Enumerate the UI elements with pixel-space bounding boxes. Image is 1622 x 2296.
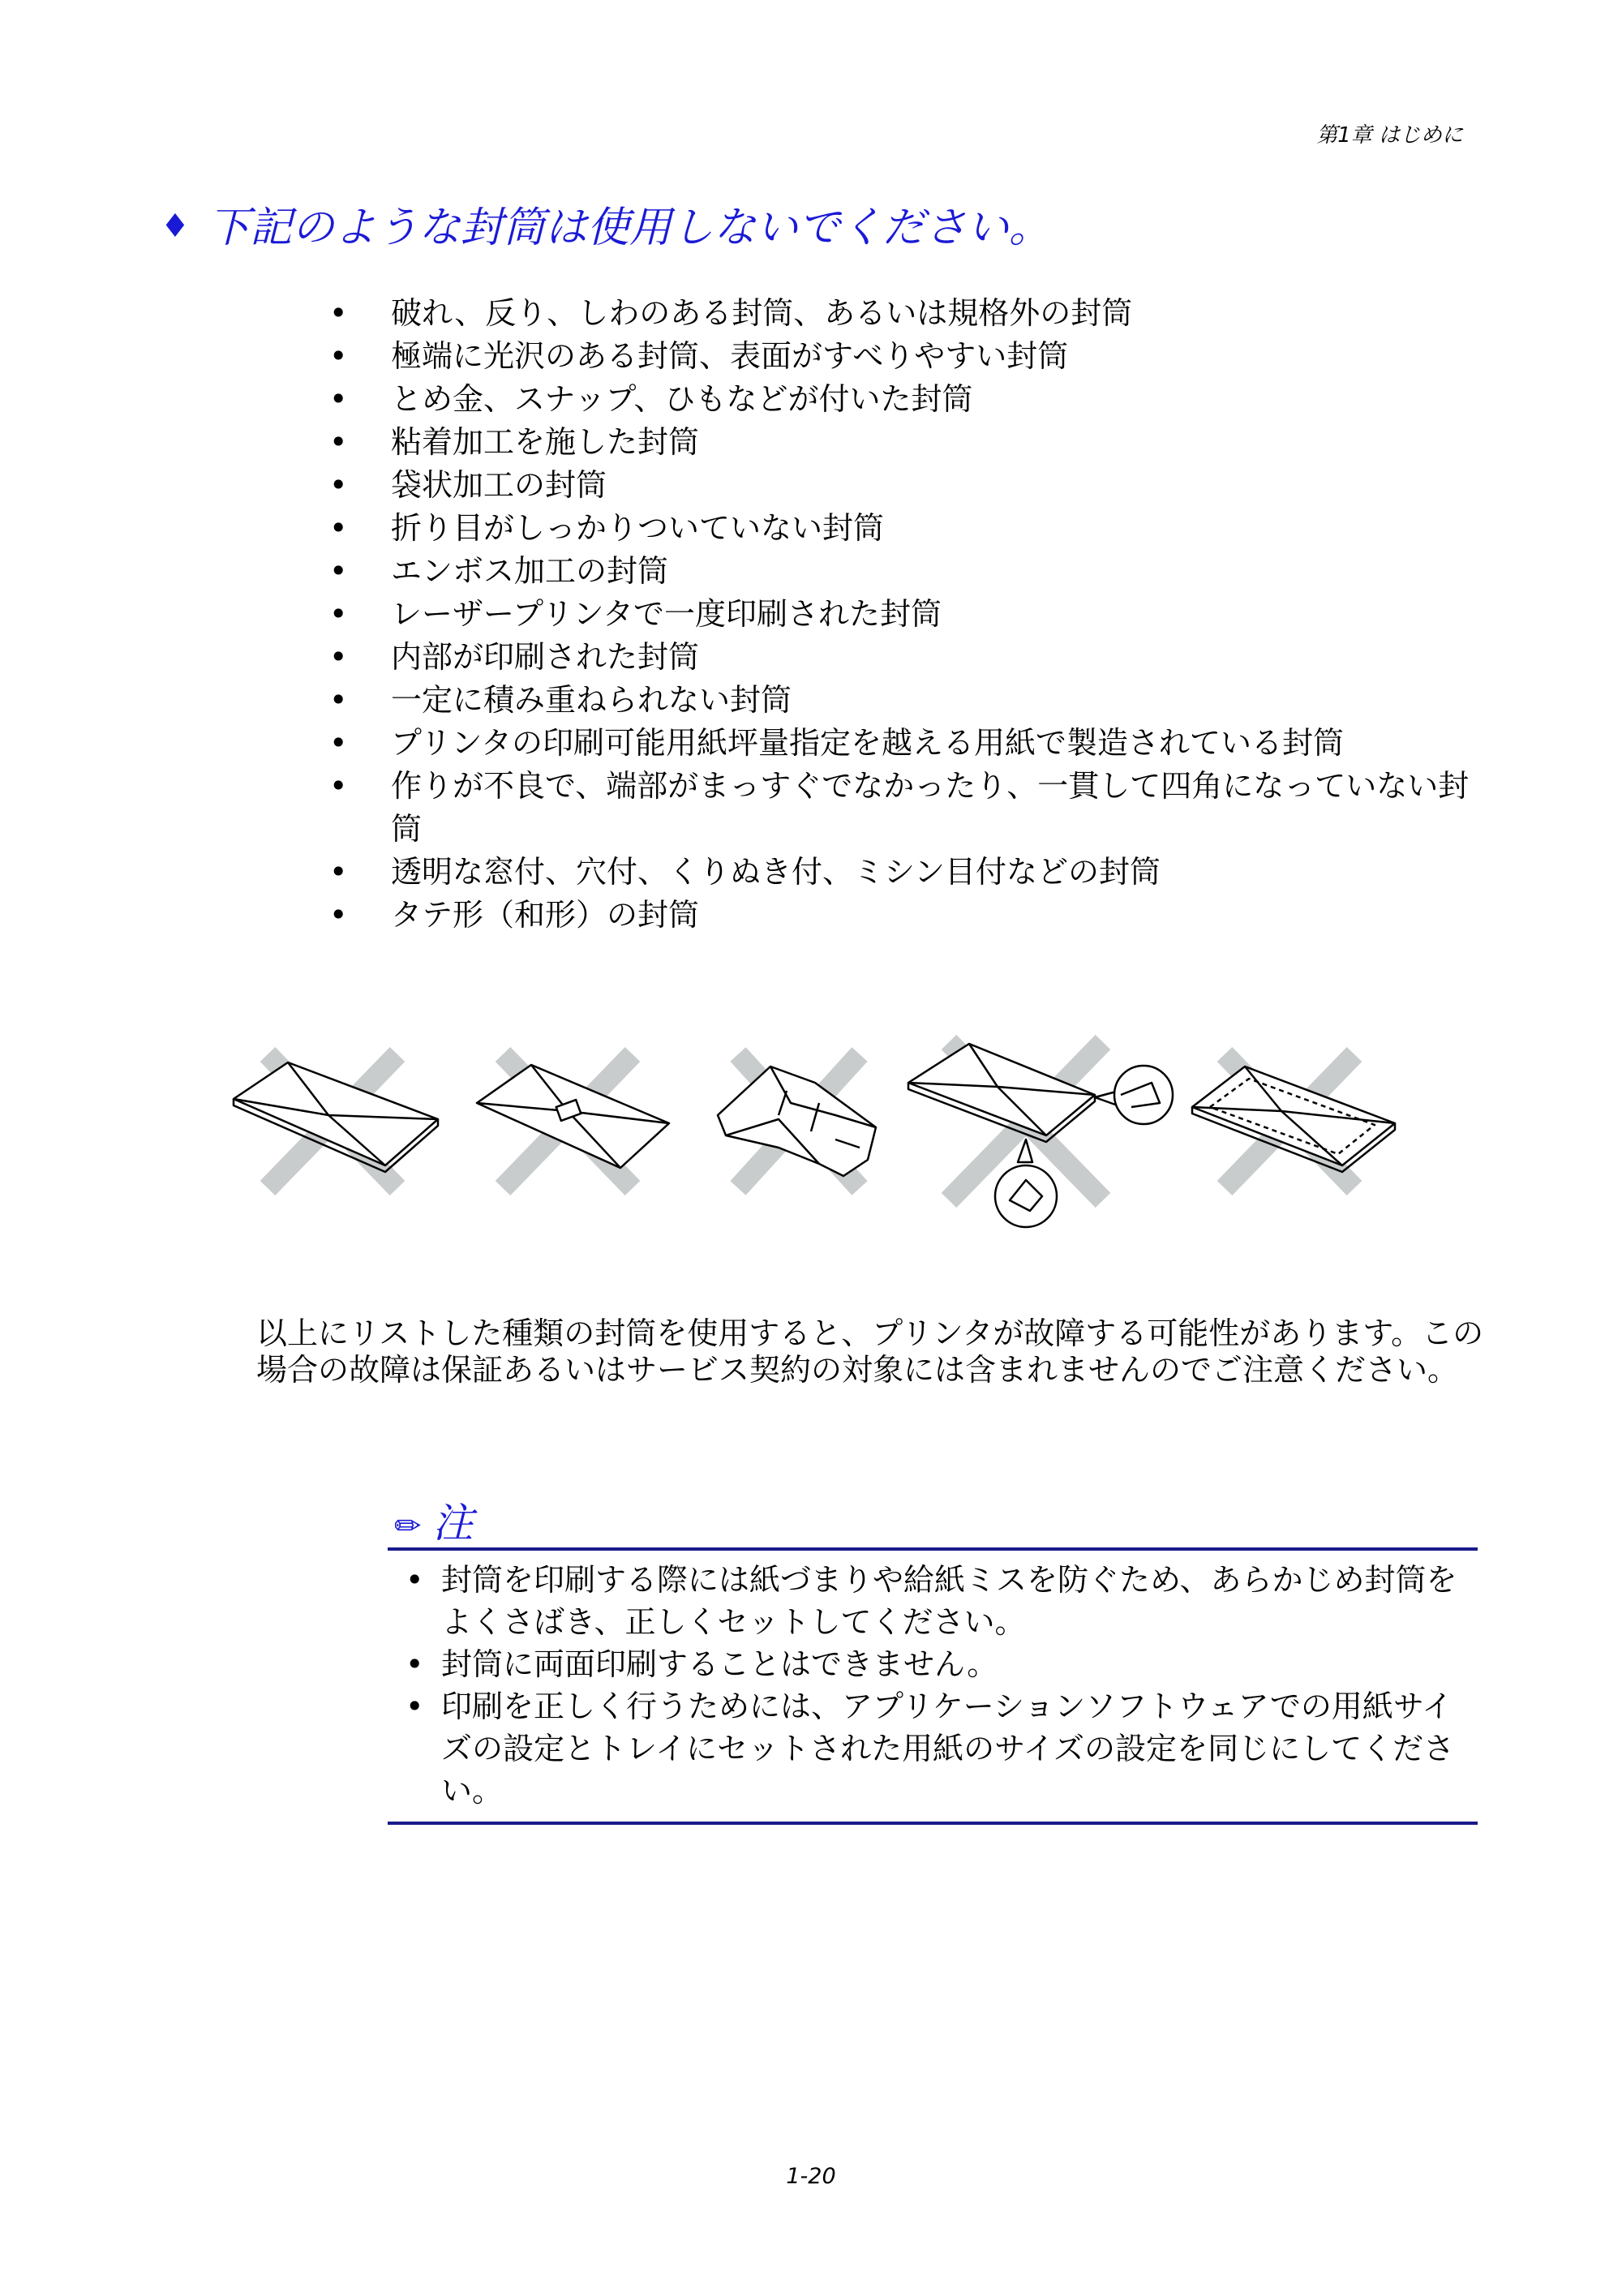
bullet-icon: • bbox=[329, 424, 348, 460]
list-item: • 袋状加工の封筒 bbox=[316, 464, 1476, 507]
list-item: • とめ金、スナップ、ひもなどが付いた封筒 bbox=[316, 378, 1476, 421]
bullet-icon: • bbox=[329, 510, 348, 546]
bullet-icon: • bbox=[329, 897, 348, 933]
page-number: 1-20 bbox=[786, 2164, 836, 2189]
bullet-icon: • bbox=[329, 338, 348, 374]
list-item: • 一定に積み重ねられない封筒 bbox=[316, 679, 1476, 722]
bullet-icon: • bbox=[329, 854, 348, 890]
list-item: • 破れ、反り、しわのある封筒、あるいは規格外の封筒 bbox=[316, 292, 1476, 335]
list-item: • プリンタの印刷可能用紙坪量指定を越える用紙で製造されている封筒 bbox=[316, 722, 1476, 765]
envelope-poor-fold-icon bbox=[908, 1042, 1173, 1227]
bullet-icon: • bbox=[406, 1562, 424, 1598]
list-item: • 粘着加工を施した封筒 bbox=[316, 421, 1476, 464]
bullet-icon: • bbox=[329, 639, 348, 675]
diamond-bullet-icon: ♦ bbox=[161, 208, 190, 245]
bullet-icon: • bbox=[329, 467, 348, 503]
list-item: • 内部が印刷された封筒 bbox=[316, 636, 1476, 679]
note-title bbox=[388, 1499, 1478, 1547]
pencil-icon: ✏ bbox=[394, 1508, 422, 1545]
envelope-window-icon bbox=[1192, 1054, 1395, 1188]
bullet-icon: • bbox=[406, 1646, 424, 1682]
bullet-icon: • bbox=[329, 295, 348, 331]
bullet-icon: • bbox=[329, 596, 348, 632]
list-item: • 透明な窓付、穴付、くりぬき付、ミシン目付などの封筒 bbox=[316, 851, 1476, 894]
list-item: • レーザープリンタで一度印刷された封筒 bbox=[316, 593, 1476, 636]
list-item: • 極端に光沢のある封筒、表面がすべりやすい封筒 bbox=[316, 335, 1476, 378]
note-list bbox=[388, 1559, 1478, 1812]
note-bottom-rule bbox=[388, 1822, 1478, 1825]
section-title bbox=[161, 193, 1051, 254]
note-item: • 封筒に両面印刷することはできません。 bbox=[388, 1643, 1478, 1685]
envelope-wrinkled-icon bbox=[718, 1054, 876, 1188]
chapter-header: 第1章 はじめに bbox=[1316, 123, 1463, 148]
bullet-icon: • bbox=[329, 381, 348, 417]
unsuitable-envelope-list bbox=[316, 292, 1476, 937]
unsuitable-envelopes-figure bbox=[219, 1026, 1411, 1229]
list-item: • 折り目がしっかりついていない封筒 bbox=[316, 507, 1476, 550]
section-title-text: 下記のような封筒は使用しないでください。 bbox=[207, 204, 1051, 252]
bullet-icon: • bbox=[329, 553, 348, 589]
note-title-text: 注 bbox=[432, 1500, 474, 1547]
note-top-rule bbox=[388, 1547, 1478, 1551]
envelope-with-clasp-icon bbox=[477, 1054, 669, 1188]
list-item: • タテ形（和形）の封筒 bbox=[316, 894, 1476, 937]
list-item: • エンボス加工の封筒 bbox=[316, 550, 1476, 593]
bullet-icon: • bbox=[329, 682, 348, 718]
note-box bbox=[388, 1499, 1478, 1825]
bullet-icon: • bbox=[329, 725, 348, 761]
envelope-unsuitable-icon bbox=[234, 1054, 438, 1188]
bullet-icon: • bbox=[406, 1689, 424, 1724]
warning-paragraph: 以上にリストした種類の封筒を使用すると、プリンタが故障する可能性があります。この場合の故障は保証あるいはサービス契約の対象には含まれませんのでご注意ください。 bbox=[256, 1315, 1484, 1388]
note-item: • 印刷を正しく行うためには、アプリケーションソフトウェアでの用紙サイズの設定とトレイにセットされた用紙のサイズの設定を同じにしてください。 bbox=[388, 1685, 1478, 1812]
note-item: • 封筒を印刷する際には紙づまりや給紙ミスを防ぐため、あらかじめ封筒をよくさばき、正しくセットしてください。 bbox=[388, 1559, 1478, 1643]
list-item: • 作りが不良で、端部がまっすぐでなかったり、一貫して四角になっていない封筒 bbox=[316, 765, 1476, 851]
bullet-icon: • bbox=[329, 768, 348, 804]
